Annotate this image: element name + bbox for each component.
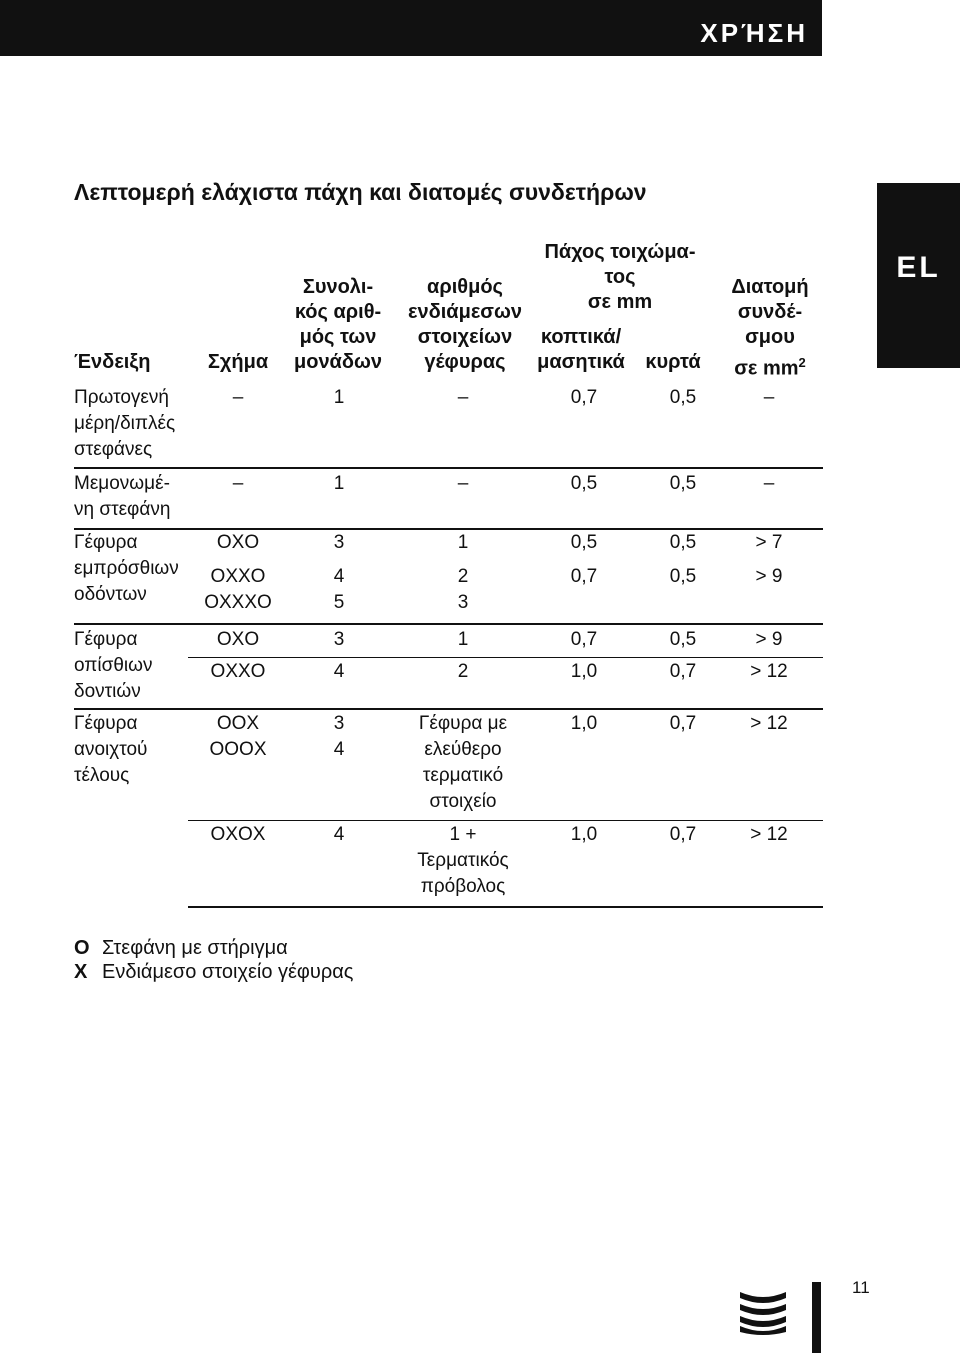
cell-schema: OXOX: [210, 824, 266, 845]
column-header-schema: Σχήμα: [207, 351, 269, 373]
footer-divider: [812, 1282, 821, 1353]
table-row: [188, 820, 823, 908]
cell-canines: 0,7: [669, 824, 697, 845]
cell-schema: OXXO: [210, 661, 266, 682]
cell-schema: OXO: [216, 629, 260, 650]
page-heading: Λεπτομερή ελάχιστα πάχη και διατομές συνδετήρων: [74, 179, 647, 205]
cell-total-units: 1: [333, 473, 345, 494]
column-header-indication: Ένδειξη: [74, 351, 151, 373]
cell-total-units: 4: [333, 661, 345, 682]
cell-incisors: 0,5: [570, 532, 598, 553]
legend-text: Στεφάνη με στήριγμα: [102, 937, 288, 959]
top-header-bar: [0, 0, 822, 56]
legend-key: X: [74, 961, 88, 983]
legend-item: [74, 936, 353, 960]
column-header-wall-thickness: Πάχος τοιχώμα- τος σε mm: [544, 241, 696, 313]
cell-section: –: [763, 473, 775, 494]
cell-schema: OXXO OXXXO: [204, 566, 272, 613]
cell-incisors: 1,0: [570, 713, 598, 734]
legend: [74, 936, 353, 984]
legend-text: Ενδιάμεσο στοιχείο γέφυρας: [102, 961, 354, 983]
cell-schema: –: [232, 387, 244, 408]
cell-canines: 0,7: [669, 713, 697, 734]
cell-intermediate: Γέφυρα με ελεύθερο τερματικό στοιχείο: [418, 713, 508, 812]
cell-indication: Μεμονωμέ- νη στεφάνη: [74, 473, 171, 520]
column-header-intermediate: αριθμός ενδιάμεσων στοιχείων γέφυρας: [407, 276, 523, 373]
cell-section: > 12: [750, 713, 788, 734]
cell-canines: 0,5: [669, 629, 697, 650]
cell-section: > 9: [755, 566, 783, 587]
cell-total-units: 3 4: [333, 713, 345, 760]
cell-canines: 0,5: [669, 387, 697, 408]
cell-indication: Γέφυρα οπίσθιων δοντιών: [74, 629, 153, 702]
table-row: [74, 467, 823, 528]
column-header-incisors: κοπτικά/ μασητικά: [537, 326, 625, 373]
section-title: ΧΡΉΣΗ: [700, 18, 808, 48]
connector-table: [74, 382, 823, 908]
table-row: [74, 528, 823, 623]
cell-incisors: 0,5: [570, 473, 598, 494]
cell-intermediate: 1: [457, 532, 469, 553]
cell-section: > 12: [750, 824, 788, 845]
legend-item: [74, 960, 353, 984]
cell-intermediate: 1 + Τερματικός πρόβολος: [417, 824, 509, 897]
language-tab: [877, 183, 960, 368]
cell-intermediate: 2: [457, 661, 469, 682]
cell-incisors: 1,0: [570, 824, 598, 845]
cell-total-units: 1: [333, 387, 345, 408]
column-header-total-units: Συνολι- κός αριθ- μός των μονάδων: [293, 276, 383, 373]
cell-section: > 12: [750, 661, 788, 682]
table-row: [74, 708, 823, 820]
cell-canines: 0,5: [669, 473, 697, 494]
cell-canines: 0,5: [669, 532, 697, 553]
cell-intermediate: –: [457, 387, 469, 408]
cell-total-units: 4 5: [333, 566, 345, 613]
page-number: 11: [852, 1278, 870, 1297]
cell-total-units: 3: [333, 629, 345, 650]
column-header-canines: κυρτά: [645, 351, 701, 373]
cell-intermediate: 1: [457, 629, 469, 650]
cell-indication: Γέφυρα ανοιχτού τέλους: [74, 713, 148, 786]
cell-incisors: 0,7: [570, 629, 598, 650]
cell-incisors: 1,0: [570, 661, 598, 682]
cell-schema: –: [232, 473, 244, 494]
cell-schema: OXO: [216, 532, 260, 553]
cell-incisors: 0,7: [570, 387, 598, 408]
legend-key: O: [74, 937, 90, 959]
cell-total-units: 4: [333, 824, 345, 845]
cell-incisors: 0,7: [570, 566, 598, 587]
brand-logo-icon: [738, 1288, 788, 1336]
table-row: [74, 382, 823, 467]
column-header-section-superscript: 2: [798, 355, 806, 370]
cell-indication: Πρωτογενή μέρη/διπλές στεφάνες: [74, 387, 176, 460]
cell-section: > 7: [755, 532, 783, 553]
cell-section: > 9: [755, 629, 783, 650]
cell-canines: 0,5: [669, 566, 697, 587]
cell-intermediate: 2 3: [457, 566, 469, 613]
cell-intermediate: –: [457, 473, 469, 494]
cell-canines: 0,7: [669, 661, 697, 682]
table-row: [188, 657, 823, 708]
cell-schema: OOX OOOX: [209, 713, 267, 760]
column-header-section-text: Διατομή συνδέ- σμου σε mm: [731, 276, 809, 380]
cell-indication: Γέφυρα εμπρόσθιων οδόντων: [74, 532, 179, 605]
cell-section: –: [763, 387, 775, 408]
column-header-section: [718, 275, 822, 382]
cell-total-units: 3: [333, 532, 345, 553]
language-tab-label: EL: [896, 251, 941, 284]
